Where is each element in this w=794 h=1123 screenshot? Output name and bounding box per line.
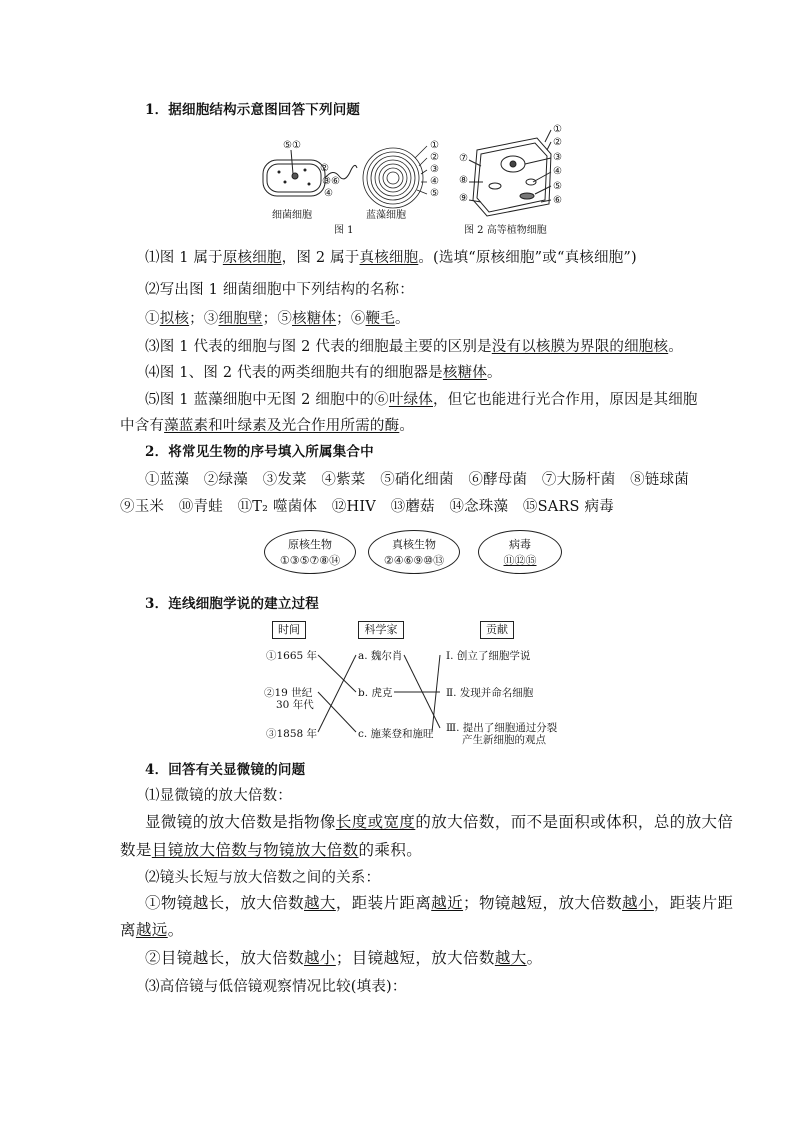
scientist-b: b. 虎克 bbox=[358, 687, 393, 699]
plant-label-2: ② bbox=[553, 137, 562, 148]
plant-label-9: ⑨ bbox=[459, 193, 468, 204]
q4-s3: ⑶高倍镜与低倍镜观察情况比较(填表)： bbox=[145, 979, 407, 995]
plant-label-7: ⑦ bbox=[459, 153, 468, 164]
q1-title: 1．据细胞结构示意图回答下列问题 bbox=[145, 102, 361, 118]
set-members: ①③⑤⑦⑧⑭ bbox=[279, 554, 341, 567]
q1-s3: ⑶图 1 代表的细胞与图 2 代表的细胞最主要的区别是没有以核膜为界限的细胞核。 bbox=[145, 339, 683, 355]
header-scientist: 科学家 bbox=[358, 621, 404, 639]
algae-label-3: ③ bbox=[430, 164, 439, 175]
contribution-2: Ⅱ. 发现并命名细胞 bbox=[446, 687, 534, 699]
set-name: 原核生物 bbox=[288, 538, 332, 551]
q4-s2a: ①物镜越长，放大倍数越大，距装片距离越近；物镜越短，放大倍数越小，距装片距 bbox=[145, 894, 734, 912]
q3-title: 3．连线细胞学说的建立过程 bbox=[145, 596, 319, 612]
q4-s2b: 离越远。 bbox=[120, 921, 184, 939]
algae-label-4: ④ bbox=[430, 176, 439, 187]
q2-title: 2．将常见生物的序号填入所属集合中 bbox=[145, 444, 374, 460]
header-contribution: 贡献 bbox=[480, 621, 514, 639]
bacteria-label-1: ⑤① bbox=[283, 140, 301, 151]
plant-label-4: ④ bbox=[553, 166, 562, 177]
q1-s5-cont: 中含有藻蓝素和叶绿素及光合作用所需的酶。 bbox=[120, 418, 415, 434]
contribution-3b: 产生新细胞的观点 bbox=[462, 734, 546, 746]
time-1: ①1665 年 bbox=[266, 650, 318, 662]
fig1-caption: 图 1 bbox=[334, 225, 354, 236]
set-members: ②④⑥⑨⑩⑬ bbox=[383, 554, 445, 567]
match-line-2-c bbox=[318, 692, 356, 732]
q4-title: 4．回答有关显微镜的问题 bbox=[145, 762, 306, 778]
q4-s2c: ②目镜越长，放大倍数越小；目镜越短，放大倍数越大。 bbox=[145, 949, 543, 967]
time-2: ②19 世纪 bbox=[264, 687, 313, 699]
plant-label-6: ⑥ bbox=[553, 195, 562, 206]
q1-s2: ⑵写出图 1 细菌细胞中下列结构的名称： bbox=[145, 282, 414, 298]
scientist-c: c. 施莱登和施旺 bbox=[358, 728, 434, 740]
q1-s4: ⑷图 1、图 2 代表的两类细胞共有的细胞器是核糖体。 bbox=[145, 365, 502, 381]
match-line-3-a bbox=[318, 655, 356, 732]
plant-label-8: ⑧ bbox=[459, 175, 468, 186]
q4-s2: ⑵镜头长短与放大倍数之间的关系： bbox=[145, 870, 381, 886]
time-3: ③1858 年 bbox=[266, 728, 318, 740]
q4-s1a: 显微镜的放大倍数是指物像长度或宽度的放大倍数，而不是面积或体积，总的放大倍 bbox=[145, 813, 734, 831]
q2-list-1: ①蓝藻 ②绿藻 ③发菜 ④紫菜 ⑤硝化细菌 ⑥酵母菌 ⑦大肠杆菌 ⑧链球菌 bbox=[145, 472, 689, 488]
plant-label-5: ⑤ bbox=[553, 181, 562, 192]
q1-s2-answers: ①拟核；③细胞壁；⑤核糖体；⑥鞭毛。 bbox=[145, 311, 410, 327]
fig2-caption: 图 2 高等植物细胞 bbox=[464, 225, 547, 236]
plant-label-1: ① bbox=[553, 124, 562, 135]
set-members: ⑪⑫⑮ bbox=[503, 554, 537, 567]
time-2b: 30 年代 bbox=[276, 699, 314, 711]
set-name: 病毒 bbox=[509, 538, 531, 551]
algae-label-2: ② bbox=[430, 152, 439, 163]
bacteria-label-4: ④ bbox=[324, 188, 333, 199]
algae-label-1: ① bbox=[430, 140, 439, 151]
bacteria-caption: 细菌细胞 bbox=[272, 210, 312, 221]
q4-s1: ⑴显微镜的放大倍数： bbox=[145, 788, 292, 804]
scientist-a: a. 魏尔肖 bbox=[358, 650, 403, 662]
bacteria-label-3: ③⑥ bbox=[322, 176, 340, 187]
q1-s1: ⑴图 1 属于原核细胞，图 2 属于真核细胞。(选填“原核细胞”或“真核细胞”) bbox=[145, 250, 637, 266]
contribution-3: Ⅲ. 提出了细胞通过分裂 bbox=[446, 722, 558, 734]
header-time: 时间 bbox=[272, 621, 306, 639]
plant-label-3: ③ bbox=[553, 152, 562, 163]
q2-list-2: ⑨玉米 ⑩青蛙 ⑪T₂ 噬菌体 ⑫HIV ⑬蘑菇 ⑭念珠藻 ⑮SARS 病毒 bbox=[120, 499, 614, 515]
q4-s1b: 数是目镜放大倍数与物镜放大倍数的乘积。 bbox=[120, 841, 423, 859]
algae-caption: 蓝藻细胞 bbox=[366, 210, 406, 221]
match-line-1-b bbox=[318, 655, 356, 692]
bacteria-label-2: ② bbox=[320, 163, 329, 174]
algae-label-5: ⑤ bbox=[430, 188, 439, 199]
contribution-1: Ⅰ. 创立了细胞学说 bbox=[446, 650, 531, 662]
q1-s5: ⑸图 1 蓝藻细胞中无图 2 细胞中的⑥叶绿体，但它也能进行光合作用，原因是其细胞 bbox=[145, 392, 698, 408]
set-name: 真核生物 bbox=[392, 538, 436, 551]
